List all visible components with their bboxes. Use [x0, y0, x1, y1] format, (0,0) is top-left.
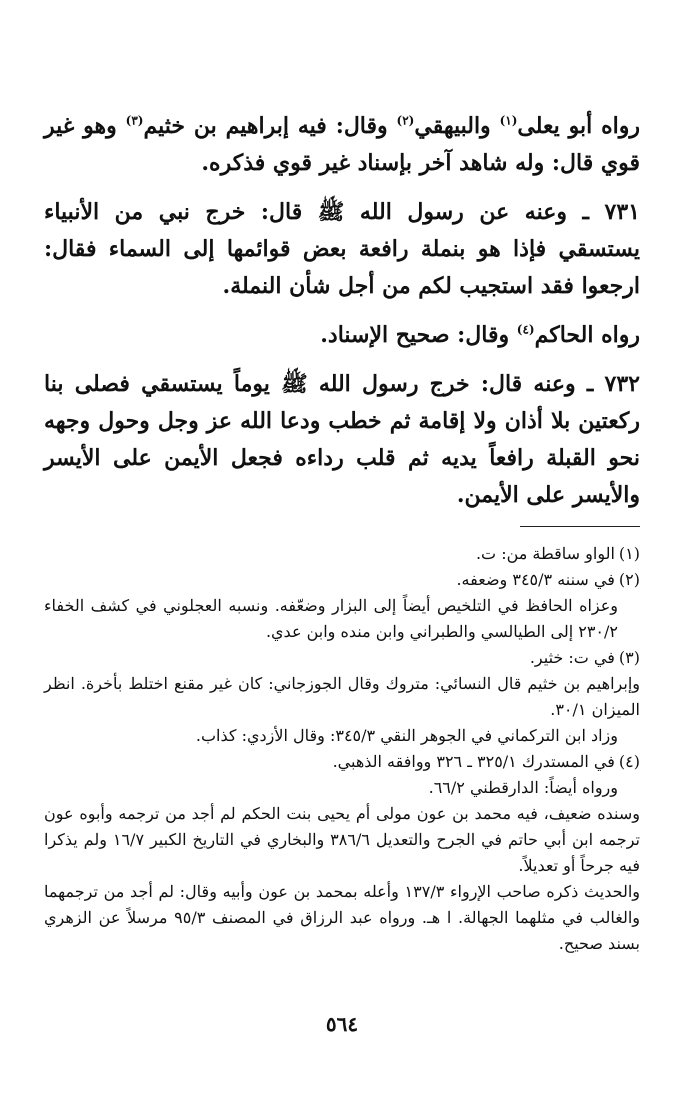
footnote-ref-4: (٤): [516, 322, 535, 337]
p3-text-b: وقال: صحيح الإسناد.: [320, 322, 517, 348]
footnote-4-continuation-3: والحديث ذكره صاحب الإرواء ١٣٧/٣ وأعله بمحمد بن عون وأبيه وقال: لم أجد من ترجمهما والغالب في مثلهما الجهالة. ا هـ. ورواه عبد الرزاق في المصنف ٩٥/٣ مرسلاً عن الزهري بسند صحيح.: [44, 882, 640, 953]
footnote-ref-1: (١): [499, 113, 518, 128]
p1-text-b: والبيهقي: [414, 113, 500, 139]
footnote-4-number: (٤): [618, 752, 640, 771]
footnote-3: [44, 645, 640, 671]
p3-text-a: رواه الحاكم: [534, 322, 640, 348]
footnote-4-continuation-2: وسنده ضعيف، فيه محمد بن عون مولى أم يحيى بنت الحكم لم أجد من ترجمه وأبوه عون ترجمه ابن أبي حاتم في الجرح والتعديل ٣٨٦/٦ والبخاري في التاريخ الكبير ١٦/٧ ولم يذكرا فيه جرحاً أو تعديلاً.: [44, 804, 640, 875]
page-number: ٥٦٤: [325, 1012, 359, 1036]
footnote-2: [44, 567, 640, 593]
hadith-731: ٧٣١ ـ وعنه عن رسول الله ﷺ قال: خرج نبي من الأنبياء يستسقي فإذا هو بنملة رافعة بعض قوائمها إلى السماء فقال: ارجعوا فقد استجيب لكم من أجل شأن النملة.: [44, 199, 640, 299]
footnote-3-continuation-1: وإبراهيم بن خثيم قال النسائي: متروك وقال الجوزجاني: كان غير مقنع اختلط بأخرة. انظر الميزان ٣٠/١.: [44, 674, 640, 719]
paragraph-1: [44, 108, 640, 182]
main-text: [44, 108, 640, 514]
p1-text-a: رواه أبو يعلى: [517, 113, 640, 139]
footnote-4: [44, 749, 640, 775]
hadith-732: ٧٣٢ ـ وعنه قال: خرج رسول الله ﷺ يوماً يستسقي فصلى بنا ركعتين بلا أذان ولا إقامة ثم خطب ودعا الله عز وجل وحول وجهه نحو القبلة رافعاً يديه ثم قلب رداءه فجعل الأيمن على الأيسر والأيسر على الأيمن.: [44, 371, 640, 508]
footnote-3-number: (٣): [618, 648, 640, 667]
footnote-3-continuation-2: وزاد ابن التركماني في الجوهر النقي ٣٤٥/٣: وقال الأزدي: كذاب.: [195, 726, 618, 745]
footnote-4-continuation-1: ورواه أيضاً: الدارقطني ٦٦/٢.: [428, 778, 618, 797]
footnote-4-text: في المستدرك ٣٢٥/١ ـ ٣٢٦ ووافقه الذهبي.: [332, 752, 615, 771]
footnote-2-continuation: وعزاه الحافظ في التلخيص أيضاً إلى البزار وضعّفه. ونسبه العجلوني في كشف الخفاء ٢٣٠/٢ إلى الطيالسي والطبراني وابن منده وابن عدي.: [44, 596, 618, 641]
footnote-1-text: الواو ساقطة من: ت.: [475, 544, 615, 563]
footnote-ref-3: (٣): [125, 113, 144, 128]
footnote-3-text: في ت: خثير.: [529, 648, 615, 667]
p1-text-d: وهو غير قوي قال: وله شاهد آخر بإسناد غير قوي فذكره.: [44, 113, 640, 176]
footnote-1-number: (١): [618, 544, 640, 563]
footnote-separator: [520, 526, 640, 527]
footnotes: [44, 541, 640, 957]
paragraph-3: [44, 317, 640, 354]
p1-text-c: وقال: فيه إبراهيم بن خثيم: [143, 113, 397, 139]
footnote-2-text: في سننه ٣٤٥/٣ وضعفه.: [456, 570, 615, 589]
footnote-ref-2: (٢): [396, 113, 415, 128]
page-body: [44, 108, 640, 957]
footnote-1: [44, 541, 640, 567]
footnote-2-number: (٢): [618, 570, 640, 589]
